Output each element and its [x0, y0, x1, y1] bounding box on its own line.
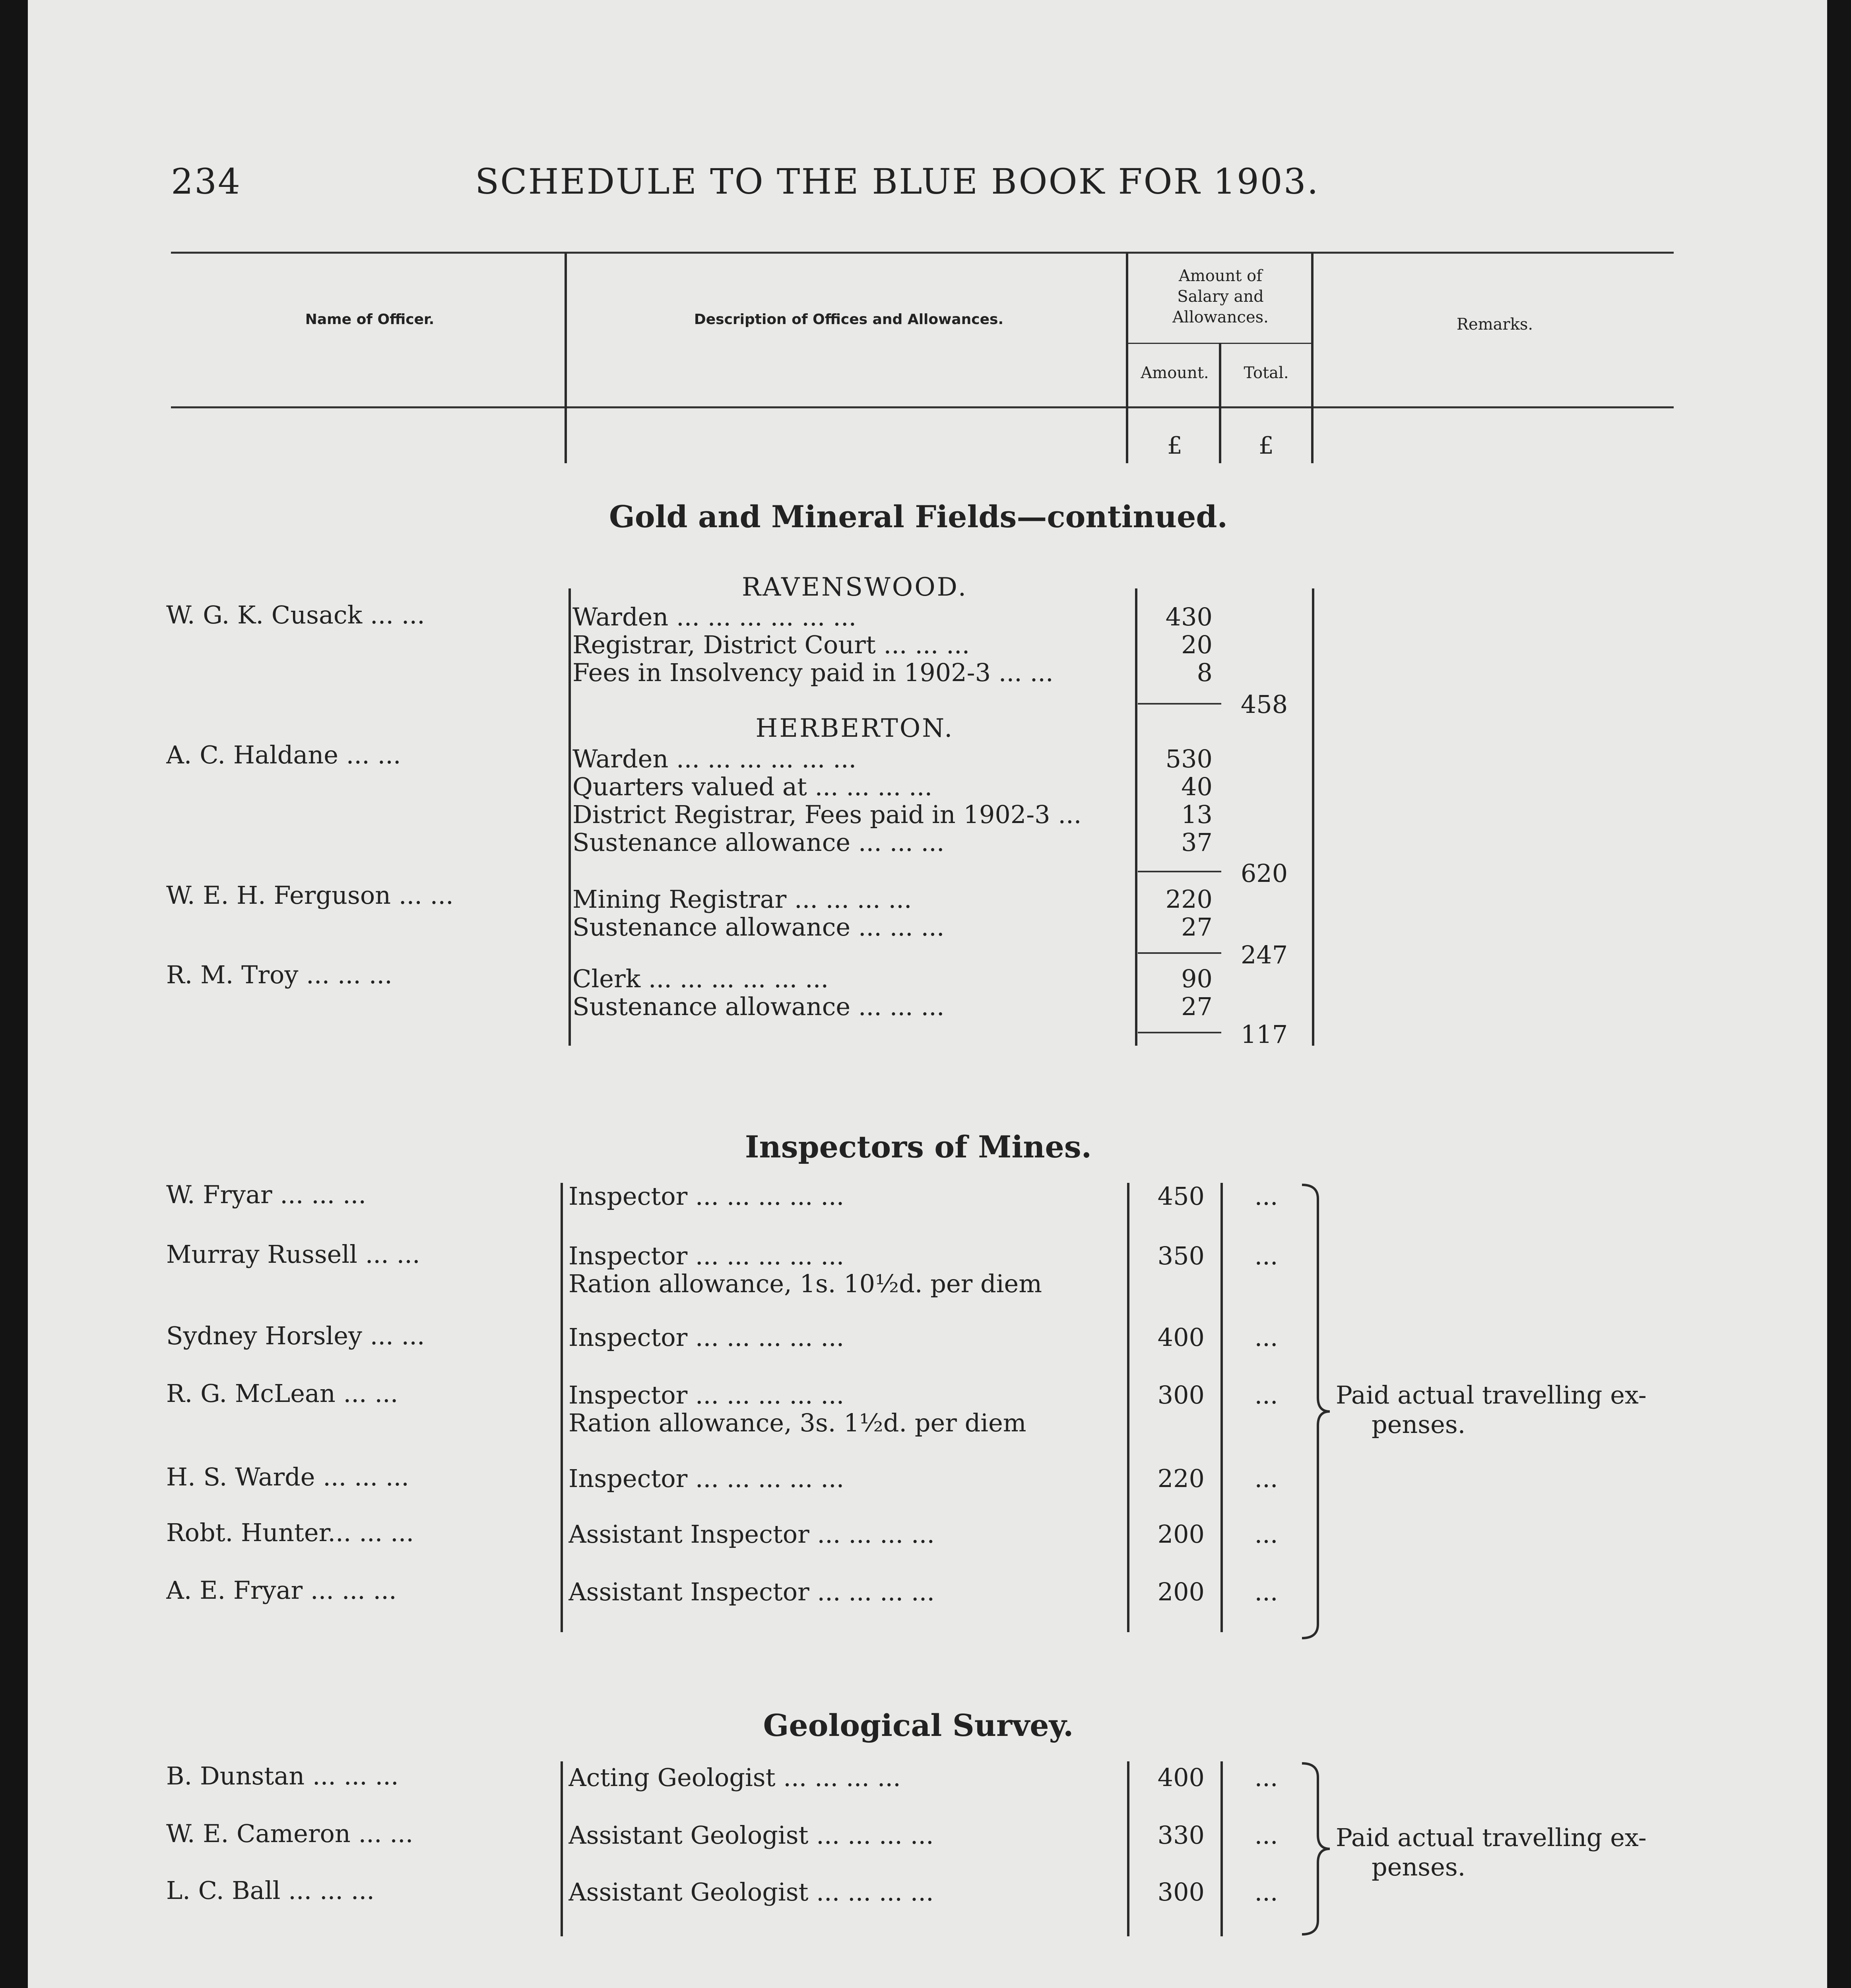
- amount-value: 330: [1157, 1821, 1205, 1850]
- officer-row: Robt. Hunter... ... ...: [166, 1518, 414, 1547]
- desc-line: Mining Registrar ... ... ... ...: [572, 885, 912, 914]
- header-name: Name of Officer.: [305, 311, 435, 328]
- header-vline-total: [1219, 343, 1221, 463]
- desc-line: Sustenance allowance ... ... ...: [572, 992, 945, 1021]
- amount-value: 430: [1165, 602, 1213, 631]
- amount-value: 350: [1157, 1241, 1205, 1270]
- amount-value: 90: [1181, 964, 1213, 993]
- section-geological-survey: Geological Survey.: [763, 1708, 1074, 1743]
- amount-value: 37: [1181, 828, 1213, 857]
- amount-value: 200: [1157, 1577, 1205, 1606]
- subtotal-rule: [1138, 952, 1221, 954]
- pound-sign-total: £: [1258, 432, 1274, 460]
- subsection-herberton: HERBERTON.: [755, 714, 954, 743]
- insp-vline-total: [1220, 1183, 1223, 1632]
- inspectors-brace: [1298, 1183, 1334, 1640]
- total-ellipsis: ...: [1254, 1877, 1278, 1906]
- header-remarks: Remarks.: [1456, 315, 1533, 334]
- amount-value: 220: [1165, 885, 1213, 914]
- desc-line: Inspector ... ... ... ... ...: [568, 1380, 844, 1409]
- desc-line: Warden ... ... ... ... ... ...: [572, 744, 857, 773]
- officer-row: H. S. Warde ... ... ...: [166, 1462, 409, 1491]
- officer-haldane: A. C. Haldane ... ...: [166, 740, 401, 769]
- subsection-ravenswood: RAVENSWOOD.: [741, 573, 968, 602]
- amount-value: 220: [1157, 1464, 1205, 1493]
- amount-value: 400: [1157, 1323, 1205, 1352]
- desc-line: Assistant Geologist ... ... ... ...: [568, 1821, 934, 1850]
- amount-value: 27: [1181, 992, 1213, 1021]
- officer-ferguson: W. E. H. Ferguson ... ...: [166, 881, 454, 910]
- desc-line: Assistant Inspector ... ... ... ...: [568, 1577, 935, 1606]
- geologists-brace: [1298, 1761, 1334, 1936]
- officer-row: Sydney Horsley ... ...: [166, 1321, 425, 1350]
- desc-line: Assistant Geologist ... ... ... ...: [568, 1877, 934, 1906]
- desc-line: Sustenance allowance ... ... ...: [572, 828, 945, 857]
- total-ellipsis: ...: [1254, 1464, 1278, 1493]
- subtotal-rule: [1138, 1032, 1221, 1033]
- top-rule: [171, 252, 1674, 254]
- header-amount: Amount.: [1141, 364, 1209, 382]
- amount-value: 300: [1157, 1380, 1205, 1409]
- subtotal-rule: [1138, 703, 1221, 705]
- amount-value: 200: [1157, 1520, 1205, 1549]
- amount-value: 530: [1165, 744, 1213, 773]
- total-value: 620: [1240, 859, 1288, 888]
- total-ellipsis: ...: [1254, 1577, 1278, 1606]
- header-description: Description of Offices and Allowances.: [694, 311, 1004, 328]
- amount-value: 40: [1181, 772, 1213, 801]
- amount-value: 8: [1197, 658, 1213, 687]
- total-ellipsis: ...: [1254, 1520, 1278, 1549]
- desc-line: Quarters valued at ... ... ... ...: [572, 772, 933, 801]
- desc-line: Inspector ... ... ... ... ...: [568, 1323, 844, 1352]
- total-ellipsis: ...: [1254, 1241, 1278, 1270]
- desc-line: Registrar, District Court ... ... ...: [572, 630, 970, 659]
- amount-value: 27: [1181, 912, 1213, 942]
- desc-line: Acting Geologist ... ... ... ...: [568, 1763, 901, 1792]
- amount-value: 300: [1157, 1877, 1205, 1906]
- officer-row: W. Fryar ... ... ...: [166, 1180, 367, 1209]
- desc-line: Fees in Insolvency paid in 1902-3 ... ...: [572, 658, 1054, 687]
- geo-vline-desc: [561, 1761, 563, 1936]
- amount-value: 20: [1181, 630, 1213, 659]
- desc-line: Clerk ... ... ... ... ... ...: [572, 964, 829, 993]
- insp-vline-desc: [561, 1183, 563, 1632]
- book-page-edge: [1827, 0, 1851, 1988]
- inspectors-remark: Paid actual travelling ex- penses.: [1336, 1380, 1647, 1439]
- desc-line: Sustenance allowance ... ... ...: [572, 912, 945, 942]
- officer-troy: R. M. Troy ... ... ...: [166, 960, 392, 989]
- desc-line: District Registrar, Fees paid in 1902-3 ...: [572, 800, 1082, 829]
- total-ellipsis: ...: [1254, 1182, 1278, 1211]
- header-total: Total.: [1244, 364, 1289, 382]
- officer-row: B. Dunstan ... ... ...: [166, 1761, 399, 1790]
- officer-row: R. G. McLean ... ...: [166, 1379, 398, 1408]
- geo-vline-total: [1220, 1761, 1223, 1936]
- amount-value: 13: [1181, 800, 1213, 829]
- desc-line: Ration allowance, 3s. 1½d. per diem: [568, 1408, 1026, 1437]
- book-spine-edge: [0, 0, 28, 1988]
- desc-line: Inspector ... ... ... ... ...: [568, 1464, 844, 1493]
- officer-row: L. C. Ball ... ... ...: [166, 1876, 374, 1905]
- total-ellipsis: ...: [1254, 1323, 1278, 1352]
- gold-vline-total: [1312, 588, 1314, 1046]
- desc-line: Assistant Inspector ... ... ... ...: [568, 1520, 935, 1549]
- section-inspectors-of-mines: Inspectors of Mines.: [745, 1129, 1092, 1165]
- geologists-remark: Paid actual travelling ex- penses.: [1336, 1823, 1647, 1881]
- desc-line: Inspector ... ... ... ... ...: [568, 1182, 844, 1211]
- header-vline-amount: [1126, 252, 1128, 463]
- officer-row: W. E. Cameron ... ...: [166, 1819, 413, 1848]
- header-rule: [171, 406, 1674, 408]
- desc-line: Ration allowance, 1s. 10½d. per diem: [568, 1269, 1042, 1298]
- total-value: 458: [1240, 690, 1288, 719]
- officer-cusack: W. G. K. Cusack ... ...: [166, 600, 425, 629]
- total-ellipsis: ...: [1254, 1763, 1278, 1792]
- officer-row: Murray Russell ... ...: [166, 1240, 420, 1269]
- header-amount-group: Amount of Salary and Allowances.: [1172, 267, 1269, 326]
- total-value: 247: [1240, 940, 1288, 969]
- header-vline-desc: [565, 252, 567, 463]
- subtotal-rule: [1138, 871, 1221, 872]
- pound-sign-amount: £: [1167, 432, 1183, 460]
- total-ellipsis: ...: [1254, 1821, 1278, 1850]
- amount-value: 400: [1157, 1763, 1205, 1792]
- gold-vline-desc: [568, 588, 571, 1046]
- total-ellipsis: ...: [1254, 1380, 1278, 1409]
- amount-value: 450: [1157, 1182, 1205, 1211]
- desc-line: Warden ... ... ... ... ... ...: [572, 602, 857, 631]
- desc-line: Inspector ... ... ... ... ...: [568, 1241, 844, 1270]
- header-vline-remarks: [1311, 252, 1314, 463]
- section-gold-mineral-fields: Gold and Mineral Fields—continued.: [609, 499, 1228, 534]
- officer-row: A. E. Fryar ... ... ...: [166, 1576, 397, 1605]
- total-value: 117: [1240, 1020, 1288, 1049]
- running-title: SCHEDULE TO THE BLUE BOOK FOR 1903.: [475, 161, 1319, 202]
- page-number: 234: [171, 161, 241, 202]
